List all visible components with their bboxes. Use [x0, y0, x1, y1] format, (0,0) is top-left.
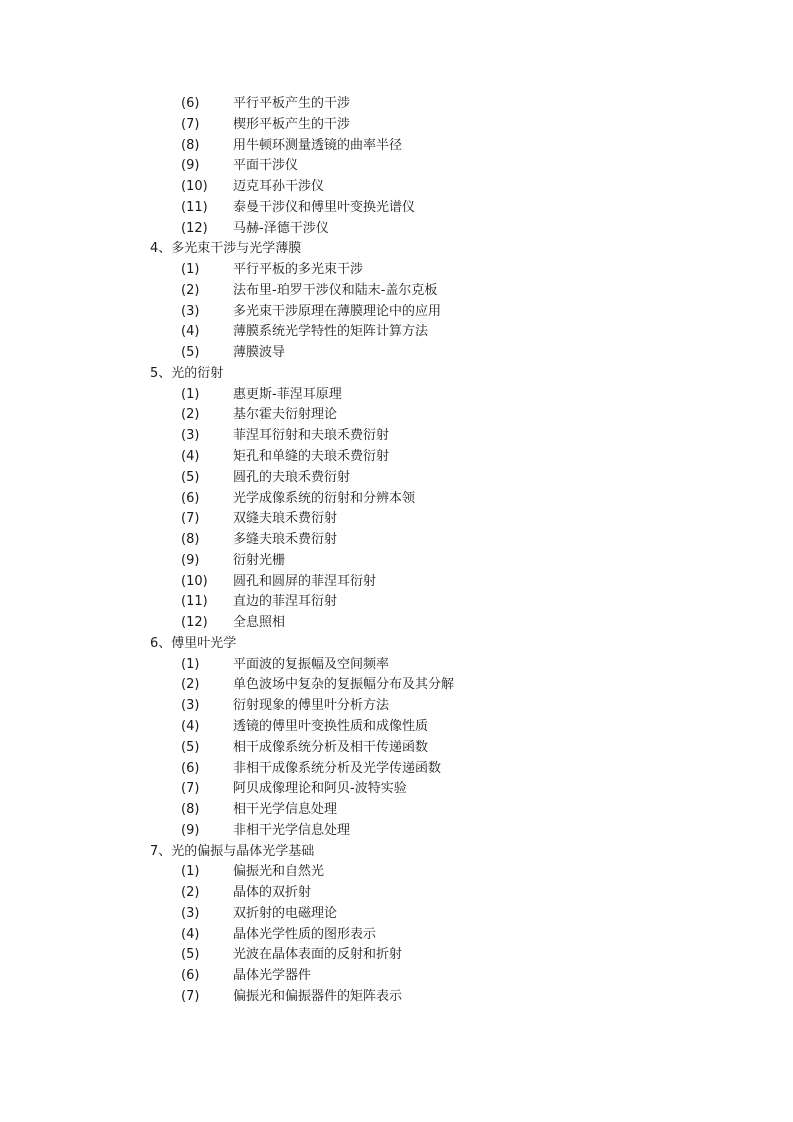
item-title: 圆孔和圆屏的菲涅耳衍射	[233, 573, 377, 589]
outline-item	[0, 572, 793, 593]
item-title: 多缝夫琅禾费衍射	[233, 532, 338, 548]
item-number: (4)	[181, 449, 200, 465]
item-number: (1)	[181, 864, 200, 880]
item-title: 单色波场中复杂的复振幅分布及其分解	[233, 677, 455, 693]
item-title: 马赫-泽德干涉仪	[233, 220, 329, 236]
item-title: 偏振光和自然光	[233, 864, 325, 880]
item-title: 平面干涉仪	[233, 158, 299, 174]
outline-item	[0, 904, 793, 925]
item-number: (5)	[181, 345, 200, 361]
item-number: (5)	[181, 947, 200, 963]
item-title: 泰曼干涉仪和傅里叶变换光谱仪	[233, 199, 416, 215]
item-number: (12)	[181, 615, 208, 631]
section-heading	[0, 634, 793, 655]
item-number: (8)	[181, 532, 200, 548]
item-title: 用牛顿环测量透镜的曲率半径	[233, 137, 403, 153]
item-title: 透镜的傅里叶变换性质和成像性质	[233, 718, 429, 734]
item-number: (2)	[181, 282, 200, 298]
section-title: 6、傅里叶光学	[150, 635, 237, 651]
item-number: (4)	[181, 718, 200, 734]
item-number: (6)	[181, 490, 200, 506]
item-title: 阿贝成像理论和阿贝-波特实验	[233, 781, 407, 797]
outline-item	[0, 94, 793, 115]
item-number: (9)	[181, 158, 200, 174]
outline-item	[0, 447, 793, 468]
outline-item	[0, 779, 793, 800]
item-number: (3)	[181, 905, 200, 921]
item-title: 薄膜波导	[233, 345, 286, 361]
item-title: 双缝夫琅禾费衍射	[233, 511, 338, 527]
outline-item	[0, 655, 793, 676]
item-number: (11)	[181, 594, 208, 610]
outline-item	[0, 302, 793, 323]
item-title: 晶体光学性质的图形表示	[233, 926, 377, 942]
outline-item	[0, 198, 793, 219]
course-outline	[0, 94, 793, 1008]
outline-item	[0, 821, 793, 842]
item-title: 光学成像系统的衍射和分辨本领	[233, 490, 416, 506]
item-number: (10)	[181, 573, 208, 589]
outline-item	[0, 800, 793, 821]
outline-item	[0, 136, 793, 157]
outline-item	[0, 530, 793, 551]
item-number: (11)	[181, 199, 208, 215]
outline-item	[0, 696, 793, 717]
item-number: (9)	[181, 552, 200, 568]
item-number: (6)	[181, 968, 200, 984]
item-number: (1)	[181, 386, 200, 402]
outline-item	[0, 675, 793, 696]
item-title: 相干成像系统分析及相干传递函数	[233, 739, 429, 755]
outline-item	[0, 717, 793, 738]
item-title: 矩孔和单缝的夫琅禾费衍射	[233, 449, 390, 465]
item-title: 晶体光学器件	[233, 968, 312, 984]
outline-item	[0, 177, 793, 198]
outline-item	[0, 322, 793, 343]
item-title: 平行平板产生的干涉	[233, 96, 351, 111]
item-title: 平行平板的多光束干涉	[233, 262, 364, 278]
item-title: 全息照相	[233, 615, 286, 631]
outline-item	[0, 468, 793, 489]
item-number: (7)	[181, 781, 200, 797]
item-title: 相干光学信息处理	[233, 802, 338, 818]
outline-item	[0, 592, 793, 613]
outline-item	[0, 862, 793, 883]
item-title: 晶体的双折射	[233, 885, 312, 901]
item-title: 偏振光和偏振器件的矩阵表示	[233, 988, 403, 1004]
outline-item	[0, 489, 793, 510]
outline-item	[0, 613, 793, 634]
item-number: (2)	[181, 677, 200, 693]
outline-item	[0, 281, 793, 302]
item-title: 薄膜系统光学特性的矩阵计算方法	[233, 324, 429, 340]
outline-item	[0, 115, 793, 136]
item-number: (8)	[181, 137, 200, 153]
section-heading	[0, 842, 793, 863]
item-title: 非相干光学信息处理	[233, 822, 351, 838]
outline-item	[0, 987, 793, 1008]
item-title: 非相干成像系统分析及光学传递函数	[233, 760, 442, 776]
item-title: 光波在晶体表面的反射和折射	[233, 947, 403, 963]
item-number: (6)	[181, 96, 200, 111]
outline-item	[0, 551, 793, 572]
outline-item	[0, 385, 793, 406]
item-number: (12)	[181, 220, 208, 236]
section-title: 5、光的衍射	[150, 365, 224, 381]
item-title: 多光束干涉原理在薄膜理论中的应用	[233, 303, 442, 319]
item-title: 衍射光栅	[233, 552, 286, 568]
item-number: (5)	[181, 469, 200, 485]
item-number: (3)	[181, 303, 200, 319]
item-title: 楔形平板产生的干涉	[233, 116, 351, 132]
item-number: (9)	[181, 822, 200, 838]
item-number: (3)	[181, 428, 200, 444]
item-number: (7)	[181, 116, 200, 132]
outline-item	[0, 156, 793, 177]
outline-item	[0, 759, 793, 780]
outline-item	[0, 426, 793, 447]
outline-item	[0, 343, 793, 364]
item-number: (8)	[181, 802, 200, 818]
item-title: 基尔霍夫衍射理论	[233, 407, 338, 423]
outline-item	[0, 966, 793, 987]
item-number: (1)	[181, 262, 200, 278]
item-number: (10)	[181, 179, 208, 195]
item-number: (5)	[181, 739, 200, 755]
item-title: 惠更斯-菲涅耳原理	[233, 386, 342, 402]
item-title: 法布里-珀罗干涉仪和陆末-盖尔克板	[233, 282, 438, 298]
item-title: 迈克耳孙干涉仪	[233, 179, 325, 195]
item-title: 菲涅耳衍射和夫琅禾费衍射	[233, 428, 390, 444]
item-number: (1)	[181, 656, 200, 672]
outline-item	[0, 883, 793, 904]
outline-item	[0, 945, 793, 966]
item-number: (7)	[181, 988, 200, 1004]
outline-item	[0, 509, 793, 530]
outline-item	[0, 925, 793, 946]
item-number: (6)	[181, 760, 200, 776]
item-title: 衍射现象的傅里叶分析方法	[233, 698, 390, 714]
item-number: (4)	[181, 324, 200, 340]
item-title: 平面波的复振幅及空间频率	[233, 656, 390, 672]
item-title: 直边的菲涅耳衍射	[233, 594, 338, 610]
item-number: (3)	[181, 698, 200, 714]
item-number: (7)	[181, 511, 200, 527]
item-title: 圆孔的夫琅禾费衍射	[233, 469, 351, 485]
item-title: 双折射的电磁理论	[233, 905, 338, 921]
section-title: 7、光的偏振与晶体光学基础	[150, 843, 315, 859]
section-heading	[0, 239, 793, 260]
outline-item	[0, 260, 793, 281]
outline-item	[0, 219, 793, 240]
item-number: (4)	[181, 926, 200, 942]
outline-item	[0, 738, 793, 759]
item-number: (2)	[181, 407, 200, 423]
outline-item	[0, 405, 793, 426]
section-title: 4、多光束干涉与光学薄膜	[150, 241, 302, 257]
section-heading	[0, 364, 793, 385]
item-number: (2)	[181, 885, 200, 901]
